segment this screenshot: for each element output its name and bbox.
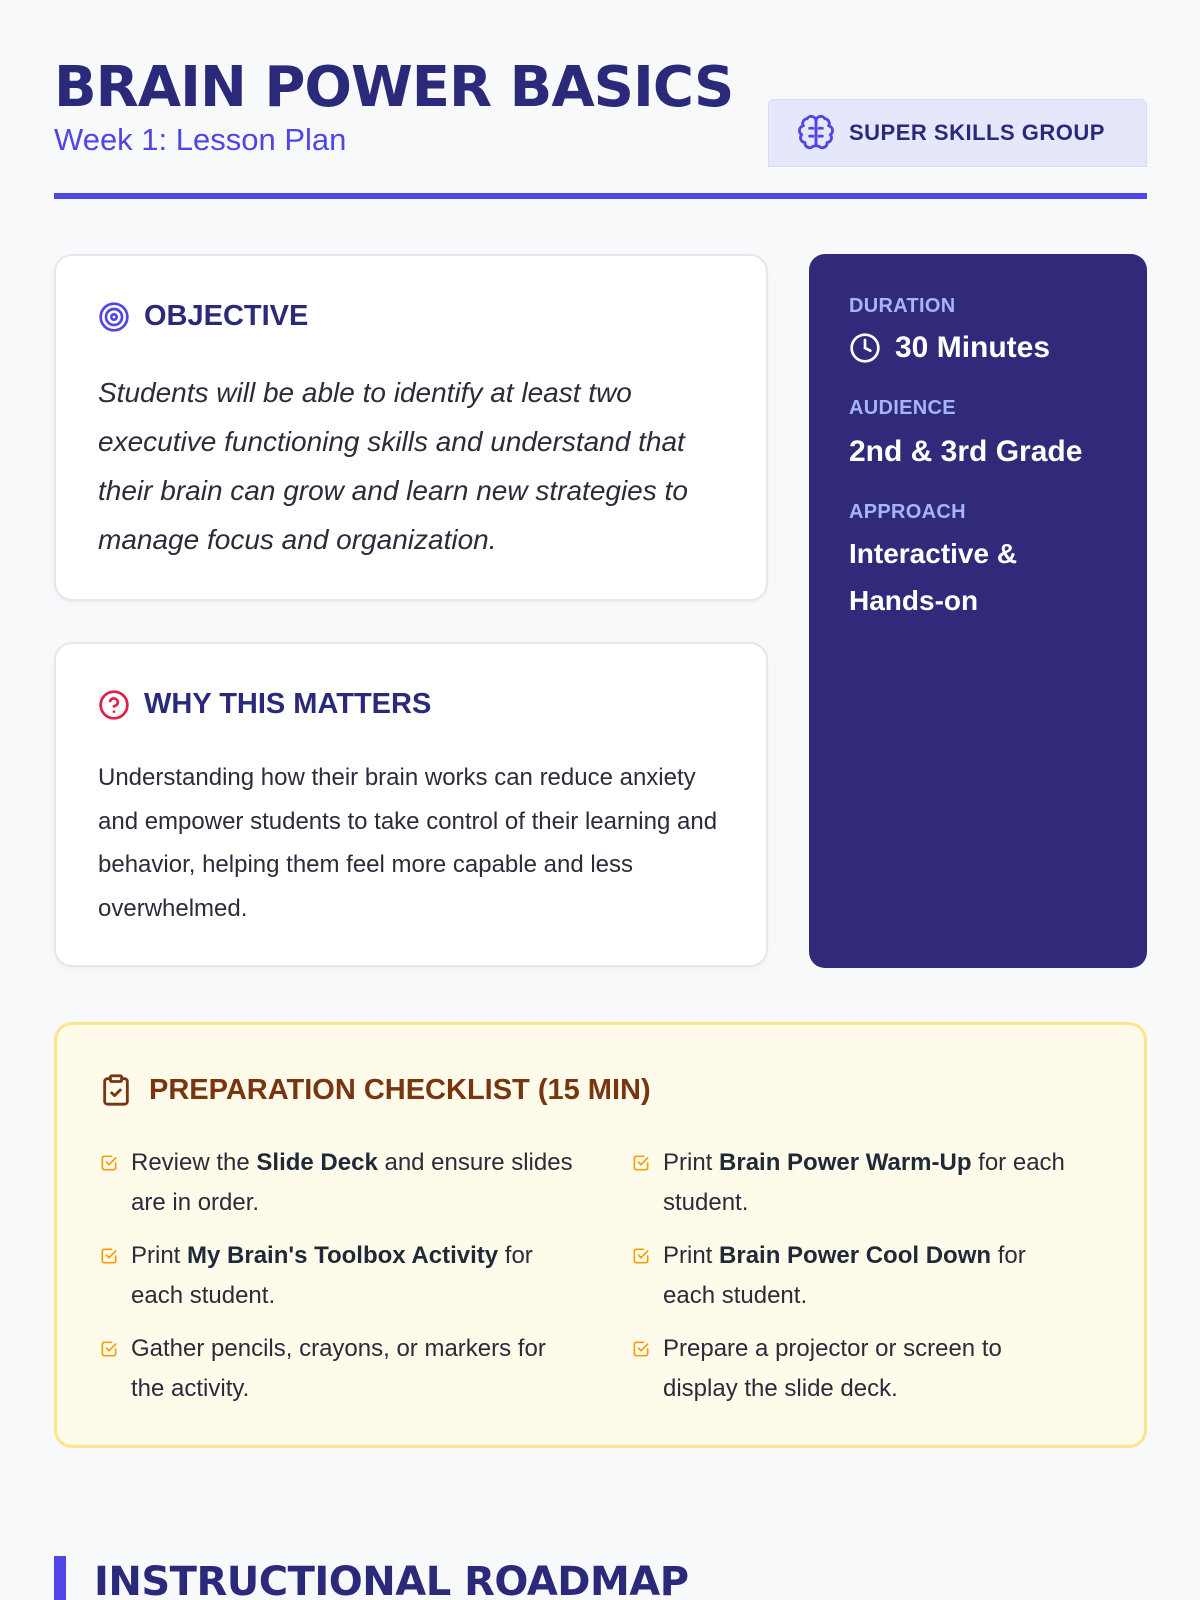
item-text-pre: Print xyxy=(663,1149,720,1176)
duration-value: 30 Minutes xyxy=(895,331,1051,364)
header-divider xyxy=(54,193,1147,199)
item-text-post: for each student. xyxy=(663,1242,1026,1309)
check-square-icon xyxy=(631,1153,651,1173)
checklist-header xyxy=(99,1071,651,1109)
item-text-post: for each student. xyxy=(131,1242,533,1309)
checklist-item-text xyxy=(663,1329,1081,1409)
checklist-item xyxy=(99,1329,631,1409)
clock-icon xyxy=(849,332,881,364)
checklist-items xyxy=(99,1143,1089,1409)
duration-label: DURATION xyxy=(849,295,956,317)
brain-icon xyxy=(797,114,835,152)
roadmap-section-header xyxy=(54,1556,689,1600)
lesson-plan-page xyxy=(54,0,1147,1600)
roadmap-heading: INSTRUCTIONAL ROADMAP xyxy=(94,1559,689,1600)
roadmap-accent-bar xyxy=(54,1556,66,1600)
audience-value: 2nd & 3rd Grade xyxy=(849,435,1083,468)
checklist-heading: PREPARATION CHECKLIST (15 MIN) xyxy=(149,1073,651,1106)
check-square-icon xyxy=(631,1339,651,1359)
item-text-pre: Print xyxy=(131,1242,188,1269)
why-header xyxy=(98,688,431,721)
audience-label: AUDIENCE xyxy=(849,397,956,419)
checklist-item-text xyxy=(663,1236,1081,1316)
check-square-icon xyxy=(99,1246,119,1266)
why-text: Understanding how their brain works can reduce anxiety and empower students to take control of their learning and behavior, helping them feel more capable and less overwhelmed. xyxy=(98,764,718,922)
item-text-pre: Prepare a projector or screen to display the slide deck. xyxy=(663,1335,1002,1402)
clipboard-check-icon xyxy=(99,1071,133,1109)
check-square-icon xyxy=(631,1246,651,1266)
page-title: BRAIN POWER BASICS xyxy=(54,55,734,120)
item-text-bold: Slide Deck xyxy=(256,1149,378,1176)
objective-text: Students will be able to identify at least two executive functioning skills and understand that their brain can grow and learn new strategies to manage focus and organization. xyxy=(98,377,688,555)
item-text-post: and ensure slides are in order. xyxy=(131,1149,573,1216)
item-text-pre: Print xyxy=(663,1242,720,1269)
checklist-item-text xyxy=(663,1143,1081,1223)
check-square-icon xyxy=(99,1339,119,1359)
approach-label: APPROACH xyxy=(849,501,966,523)
question-circle-icon xyxy=(98,689,130,721)
checklist-item-text xyxy=(131,1329,581,1409)
approach-value: Interactive & Hands-on xyxy=(849,538,1018,616)
item-text-bold: Brain Power Warm-Up xyxy=(719,1149,972,1176)
item-text-pre: Review the xyxy=(131,1149,257,1176)
checklist-item xyxy=(631,1329,1081,1409)
duration-row xyxy=(849,328,1107,368)
why-heading: WHY THIS MATTERS xyxy=(144,688,432,720)
target-icon xyxy=(98,301,130,333)
why-card xyxy=(54,642,768,967)
checklist-item xyxy=(631,1236,1081,1316)
preparation-checklist xyxy=(54,1022,1147,1448)
page-subtitle: Week 1: Lesson Plan xyxy=(54,122,347,157)
objective-header xyxy=(98,300,308,333)
item-text-post: for each student. xyxy=(663,1149,1065,1216)
header xyxy=(54,56,1147,200)
objective-card xyxy=(54,254,768,601)
item-text-bold: Brain Power Cool Down xyxy=(719,1242,992,1269)
objective-heading: OBJECTIVE xyxy=(144,300,309,332)
group-badge-label: SUPER SKILLS GROUP xyxy=(849,120,1105,145)
audience-block xyxy=(849,396,1107,472)
group-badge xyxy=(768,99,1147,167)
check-square-icon xyxy=(99,1153,119,1173)
lesson-info-panel xyxy=(809,254,1147,968)
checklist-item xyxy=(99,1143,631,1223)
checklist-item-text xyxy=(131,1236,581,1316)
duration-block xyxy=(849,294,1107,368)
approach-block xyxy=(849,500,1107,624)
checklist-item xyxy=(99,1236,631,1316)
checklist-item xyxy=(631,1143,1081,1223)
item-text-pre: Gather pencils, crayons, or markers for the activity. xyxy=(131,1335,546,1402)
checklist-item-text xyxy=(131,1143,581,1223)
item-text-bold: My Brain's Toolbox Activity xyxy=(187,1242,499,1269)
